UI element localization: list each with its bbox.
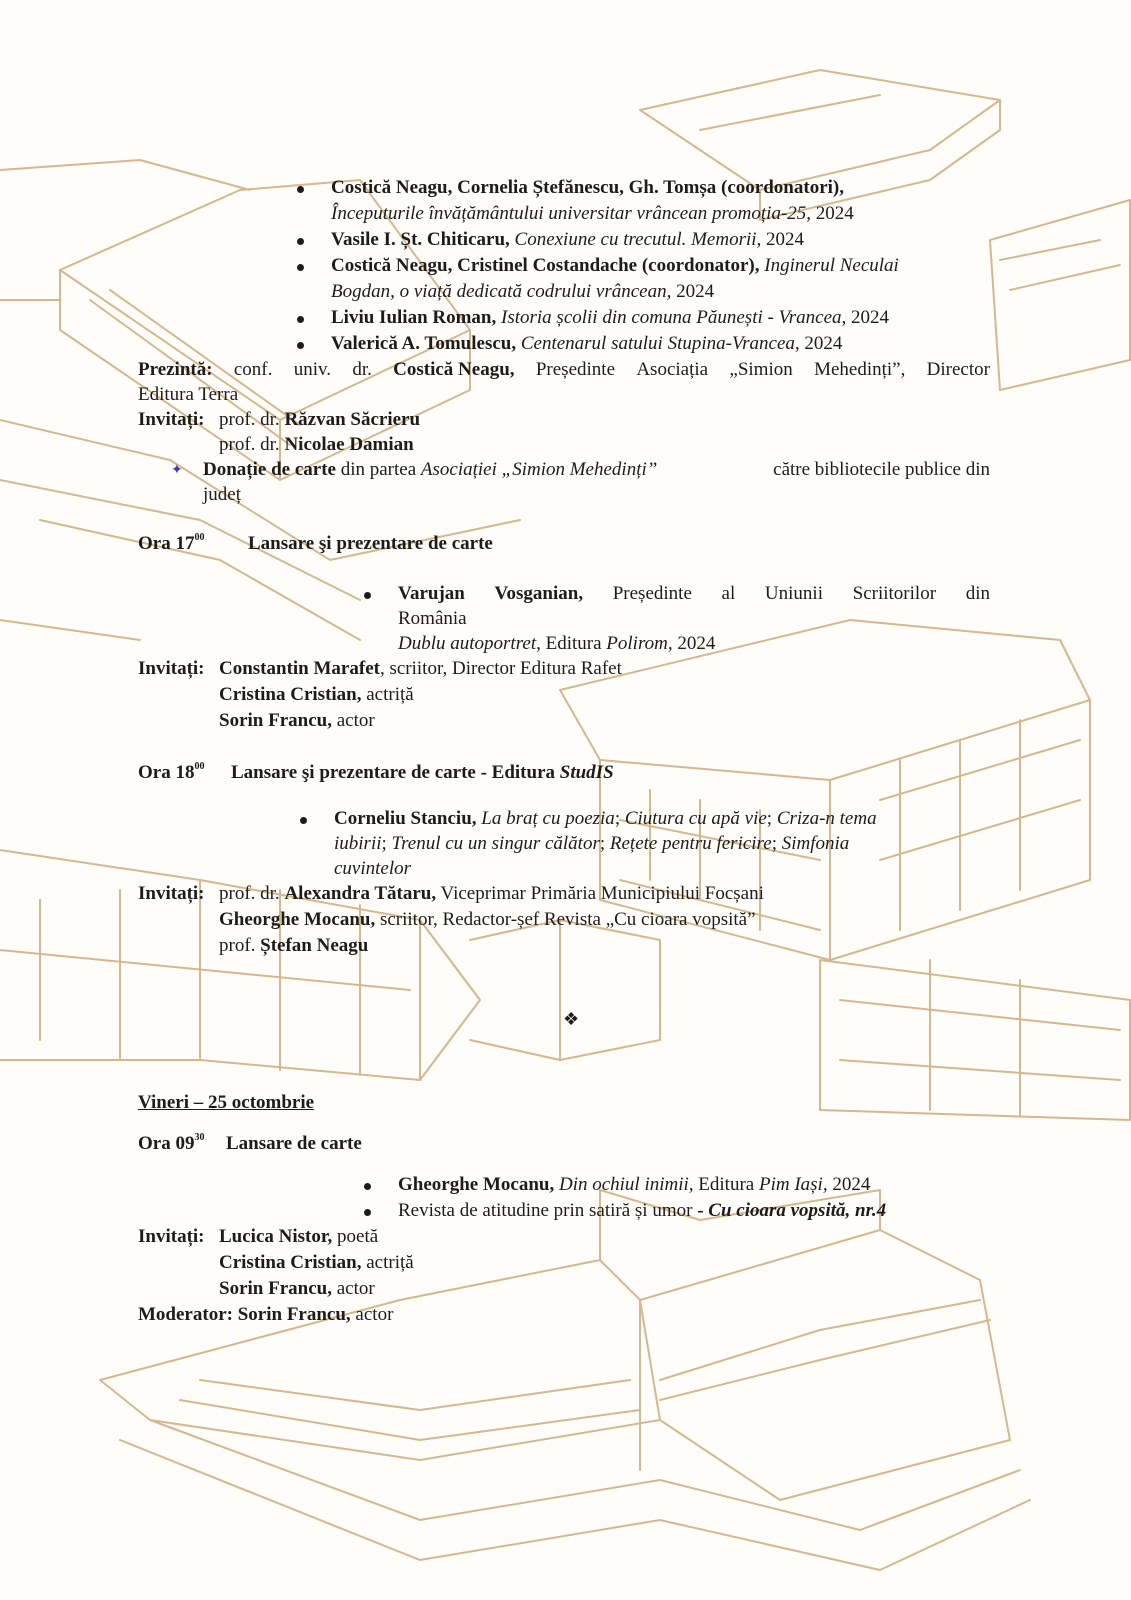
bullet <box>297 316 304 323</box>
author-role-word: Președinte <box>612 583 692 604</box>
guest-name: Ștefan Neagu <box>260 935 369 956</box>
book-item-2 <box>331 227 804 253</box>
author-name: Gheorghe Mocanu, <box>398 1174 555 1195</box>
guests-label-text: Invitați: <box>138 658 205 679</box>
bullet <box>297 186 304 193</box>
book-year: 2024 <box>827 1174 871 1195</box>
book-title: Ciutura cu apă vie <box>620 808 767 829</box>
publisher-prefix: Editura <box>540 633 607 654</box>
book-item-5 <box>331 331 842 357</box>
guest-name: Cristina Cristian, <box>219 684 362 705</box>
publisher-name: Pim Iași, <box>758 1174 828 1195</box>
bullet <box>297 264 304 271</box>
guest-name: Sorin Francu, <box>219 710 332 731</box>
session-title-text: Lansare de carte <box>226 1133 362 1154</box>
bullet <box>364 592 371 599</box>
bullet <box>297 238 304 245</box>
book-title: Trenul cu un singur călător <box>386 833 600 854</box>
donation-bold: Donație de carte <box>203 459 336 480</box>
book-info <box>398 631 715 657</box>
guests-label <box>138 881 205 907</box>
book-authors: Costică Neagu, Cornelia Ștefănescu, Gh. Tomșa (coordonatori), <box>331 177 844 198</box>
book-title: Bogdan, o viață dedicată codrului vrâncean, <box>331 281 672 302</box>
book-item-4 <box>331 305 889 331</box>
book-authors: Vasile I. Șt. Chiticaru, <box>331 229 510 250</box>
time-minutes: 00 <box>194 532 205 543</box>
moderator-name: Sorin Francu, <box>232 1304 351 1325</box>
guest-title: prof. dr. <box>219 434 285 455</box>
day-heading <box>138 1090 314 1116</box>
book-item <box>398 1172 870 1198</box>
presenter-word: „Simion <box>729 359 793 380</box>
moderator-role: actor <box>350 1304 394 1325</box>
presenter-word: univ. <box>293 359 331 380</box>
author-first: Varujan <box>398 583 465 604</box>
book-title: Centenarul satului Stupina-Vrancea, <box>516 333 800 354</box>
moderator-line <box>138 1302 393 1328</box>
book-item-3-cont <box>331 279 714 305</box>
guest-name: Cristina Cristian, <box>219 1252 362 1273</box>
author-role-cont: România <box>398 608 467 629</box>
presenter-label: Prezintă: <box>138 359 213 380</box>
book-title: Inginerul Neculai <box>759 255 899 276</box>
magazine-item <box>398 1198 886 1224</box>
bullet <box>300 817 307 824</box>
guest <box>219 708 375 734</box>
guests-label <box>138 1224 205 1250</box>
author-role-word: Scriitorilor <box>852 583 937 604</box>
guest <box>219 1250 414 1276</box>
guest-name: Lucica Nistor, <box>219 1226 333 1247</box>
donation-text-2: către bibliotecile publice din <box>773 459 990 480</box>
separator-icon: ❖ <box>563 1009 580 1029</box>
publisher-name: StudIS <box>559 762 614 783</box>
moderator-label: Moderator: <box>138 1304 233 1325</box>
book-title: iubirii <box>334 833 382 854</box>
presenter-word: Asociația <box>636 359 709 380</box>
bullet <box>364 1209 371 1216</box>
time-minutes: 00 <box>194 761 205 772</box>
book-year: 2024 <box>811 203 854 224</box>
guest-role: Viceprimar Primăria Municipiului Focșani <box>436 883 764 904</box>
donation-line <box>203 457 990 483</box>
day-heading-text: Vineri – 25 octombrie <box>138 1092 315 1113</box>
guest <box>219 432 414 458</box>
book-title: Dublu autoportret, <box>398 633 541 654</box>
guest-name: Constantin Marafet <box>219 658 380 679</box>
guests-label <box>138 407 205 433</box>
guest-name: Gheorghe Mocanu, <box>219 909 376 930</box>
guest <box>219 407 420 433</box>
guest-name: Alexandra Tătaru, <box>284 883 437 904</box>
session-time <box>138 531 204 557</box>
donation-line-2: județ <box>203 484 241 505</box>
guest-name: Sorin Francu, <box>219 1278 332 1299</box>
session-title-text: Lansare şi prezentare de carte <box>248 533 493 554</box>
guest-role: actor <box>331 710 375 731</box>
book-title: Istoria școlii din comuna Păunești - Vrancea, <box>496 307 847 328</box>
book-title: Începuturile învățământului universitar vrâncean promoția-25, <box>331 203 812 224</box>
magazine-dash: - <box>697 1200 709 1221</box>
guest <box>219 682 414 708</box>
book-title: Criza-n tema <box>772 808 877 829</box>
book-title: cuvintelor <box>334 858 412 879</box>
book-title: Conexiune cu trecutul. Memorii, <box>509 229 762 250</box>
book-title: Din ochiul inimii, <box>554 1174 694 1195</box>
guest-name: Nicolae Damian <box>284 434 414 455</box>
guest-role: poetă <box>332 1226 379 1247</box>
guest-role: , scriitor, Director Editura Rafet <box>379 658 622 679</box>
book-title: Rețete pentru fericire <box>605 833 772 854</box>
magazine-text: Revista de atitudine prin satiră și umor <box>398 1200 698 1221</box>
book-year: 2024 <box>761 229 805 250</box>
presenter-word: conf. <box>233 359 273 380</box>
guest-role: actriță <box>361 684 414 705</box>
star-bullet-icon: ✦ <box>171 463 183 478</box>
presenter-word: dr. <box>352 359 372 380</box>
session-title <box>231 760 614 786</box>
book-item-3 <box>331 253 899 279</box>
book-item: Corneliu Stanciu, La braț cu poezia; Ciutura cu apă vie; Criza-n tema <box>334 808 877 829</box>
guest-role: actor <box>331 1278 375 1299</box>
bullet <box>297 342 304 349</box>
donation-text: din partea <box>335 459 421 480</box>
author-role-word: din <box>965 583 990 604</box>
guest-title: prof. dr. <box>219 409 285 430</box>
publisher-name: Polirom, <box>606 633 673 654</box>
author-last: Vosganian, <box>494 583 584 604</box>
book-item-cont <box>334 856 411 882</box>
presenter-line <box>138 357 990 383</box>
guest <box>219 1276 375 1302</box>
guest <box>219 933 368 959</box>
author-name: Corneliu Stanciu, <box>334 808 477 829</box>
book-authors: Liviu Iulian Roman, <box>331 307 497 328</box>
author-role-word: Uniunii <box>764 583 823 604</box>
time-minutes: 30 <box>194 1132 205 1143</box>
guest-title: prof. dr. <box>219 883 285 904</box>
guest-title: prof. <box>219 935 261 956</box>
book-year: 2024 <box>672 633 716 654</box>
time-text: Ora 18 <box>138 762 195 783</box>
guest <box>219 907 756 933</box>
donation-association: Asociației „Simion Mehedinți” <box>420 459 658 480</box>
publisher-prefix: Editura <box>693 1174 759 1195</box>
session-title <box>226 1131 362 1157</box>
book-item <box>398 581 990 607</box>
guest-role: scriitor, Redactor-șef Revista „Cu cioara vopsită” <box>375 909 756 930</box>
guest <box>219 1224 378 1250</box>
book-authors: Costică Neagu, Cristinel Costandache (coordonator), <box>331 255 760 276</box>
presenter-word: Director <box>926 359 990 380</box>
magazine-title: Cu cioara vopsită, nr.4 <box>708 1200 887 1221</box>
book-item-cont: iubirii; Trenul cu un singur călător; Rețete pentru fericire; Simfonia <box>334 833 850 854</box>
time-text: Ora 09 <box>138 1133 195 1154</box>
bullet <box>364 1183 371 1190</box>
book-title: Simfonia <box>776 833 850 854</box>
guest <box>219 881 764 907</box>
book-authors: Valerică A. Tomulescu, <box>331 333 517 354</box>
author-role-word: al <box>721 583 736 604</box>
presenter-line-2: Editura Terra <box>138 384 239 405</box>
session-time <box>138 1131 204 1157</box>
presenter-name: Costică Neagu, <box>393 359 515 380</box>
book-year: 2024 <box>846 307 890 328</box>
book-title: La braț cu poezia <box>476 808 615 829</box>
guest-role: actriță <box>361 1252 414 1273</box>
book-item-1 <box>331 175 844 201</box>
book-year: 2024 <box>799 333 843 354</box>
guests-label-text: Invitați: <box>138 1226 205 1247</box>
book-year: 2024 <box>671 281 715 302</box>
guests-label-text: Invitați: <box>138 883 205 904</box>
guest-name: Răzvan Săcrieru <box>284 409 421 430</box>
session-title <box>248 531 493 557</box>
session-time <box>138 760 204 786</box>
book-item-1-title <box>331 201 854 227</box>
time-text: Ora 17 <box>138 533 195 554</box>
session-title-text: Lansare şi prezentare de carte - Editura <box>231 762 560 783</box>
guests-label <box>138 656 205 682</box>
presenter-word: Președinte <box>535 359 616 380</box>
guests-label-text: Invitați: <box>138 409 205 430</box>
guest <box>219 656 622 682</box>
presenter-word: Mehedinți”, <box>814 359 906 380</box>
